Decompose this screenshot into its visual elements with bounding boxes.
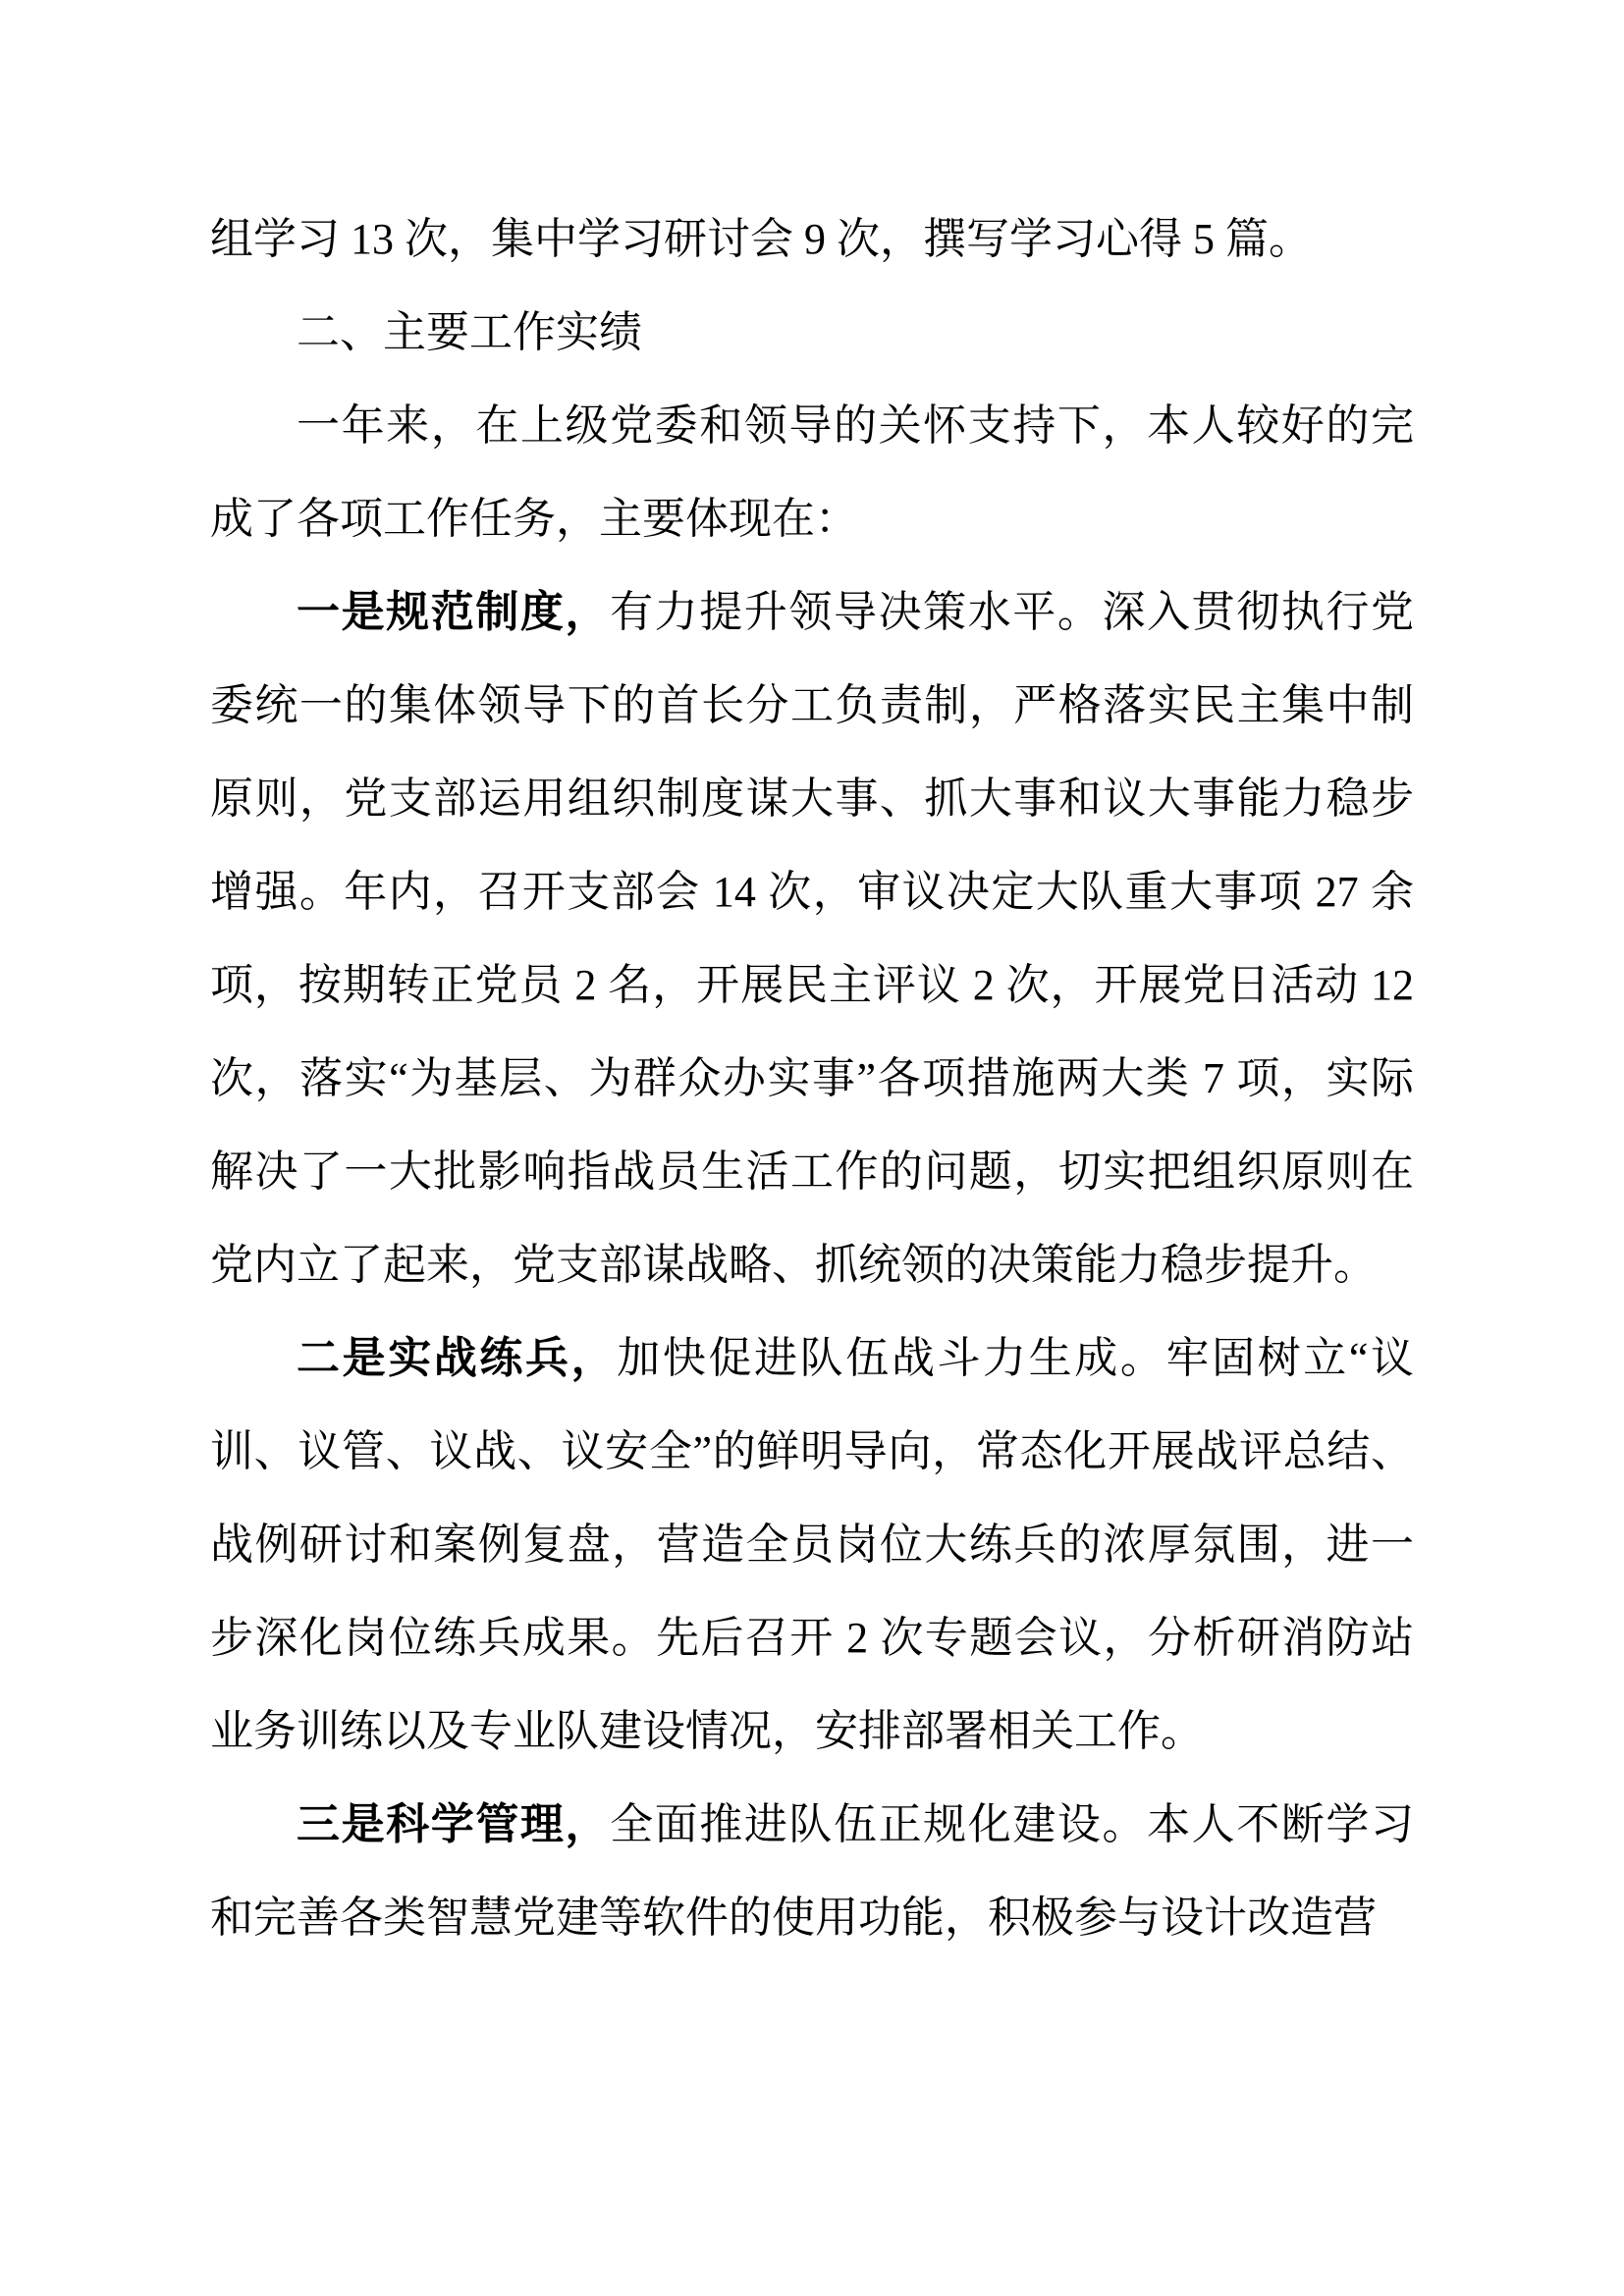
- bold-text-run: 二是实战练兵，: [297, 1334, 618, 1382]
- bold-text-run: 一是规范制度，: [297, 588, 611, 636]
- paragraph: [210, 1311, 1414, 1778]
- bold-text-run: 三是科学管理，: [297, 1800, 611, 1848]
- paragraph: [210, 192, 1414, 286]
- text-run: 组学习 13 次，集中学习研讨会 9 次，撰写学习心得 5 篇。: [210, 215, 1312, 263]
- text-run: 一年来，在上级党委和领导的关怀支持下，本人较好的完成了各项工作任务，主要体现在：: [210, 401, 1414, 543]
- text-run: 有力提升领导决策水平。深入贯彻执行党委统一的集体领导下的首长分工负责制，严格落实民主集中制原则，党支部运用组织制度谋大事、抓大事和议大事能力稳步增强。年内，召开支部会 14 次，审议决定大队重大事项 27 余项，按期转正党员 2 名，开展民主评议 2 次，开展党日活动 12 次，落实“为基层、为群众办实事”各项措施两大类 7 项，实际解决了一大批影响指战员生活工作的问题，切实把组织原则在党内立了起来，党支部谋战略、抓统领的决策能力稳步提升。: [210, 588, 1415, 1289]
- text-run: 二、主要工作实绩: [297, 308, 642, 356]
- paragraph: [210, 1778, 1414, 1964]
- document-body: [210, 192, 1414, 1964]
- paragraph: [210, 379, 1414, 565]
- text-run: 加快促进队伍战斗力生成。牢固树立“议训、议管、议战、议安全”的鲜明导向，常态化开展战评总结、战例研讨和案例复盘，营造全员岗位大练兵的浓厚氛围，进一步深化岗位练兵成果。先后召开 2 次专题会议，分析研消防站业务训练以及专业队建设情况，安排部署相关工作。: [210, 1334, 1415, 1755]
- paragraph: [210, 565, 1414, 1311]
- text-run: 全面推进队伍正规化建设。本人不断学习和完善各类智慧党建等软件的使用功能，积极参与设计改造营: [210, 1800, 1415, 1942]
- paragraph: [210, 286, 1414, 379]
